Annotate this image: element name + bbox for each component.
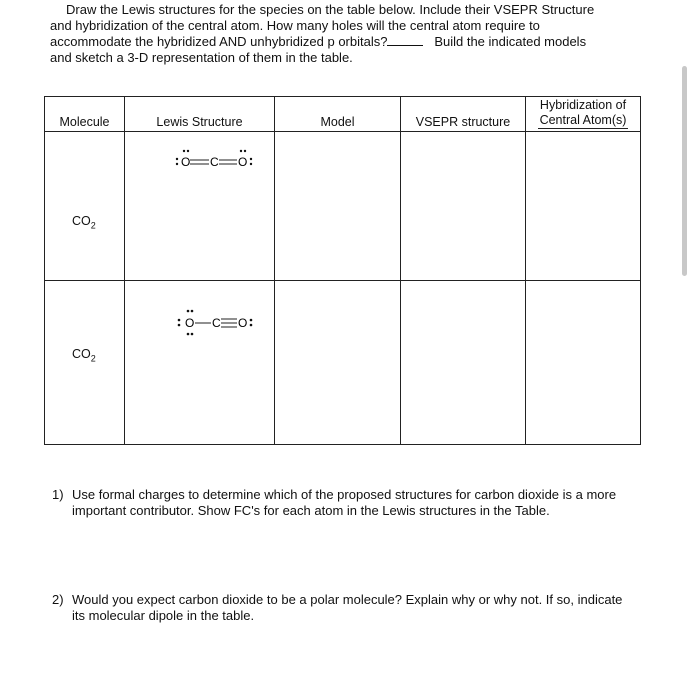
instructions-line-3 <box>50 34 632 50</box>
lone-pair-dot <box>191 333 194 336</box>
header-hybridization <box>526 97 641 132</box>
header-vsepr-structure: VSEPR structure <box>401 97 526 132</box>
header-lewis-structure: Lewis Structure <box>125 97 275 132</box>
lone-pair-dot <box>178 324 181 327</box>
lone-pair-dot <box>176 158 178 160</box>
question-text: Would you expect carbon dioxide to be a polar molecule? Explain why or why not. If so, indicate its molecular dipole in the table. <box>72 592 623 623</box>
question-1 <box>52 487 636 519</box>
table-row <box>45 281 641 445</box>
atom-label: O <box>238 155 248 169</box>
question-number: 2) <box>52 592 64 607</box>
lone-pair-dot <box>250 324 253 327</box>
lone-pair-dot <box>187 333 190 336</box>
instructions-line-1: Draw the Lewis structures for the species on the table below. Include their VSEPR Structure <box>66 2 595 17</box>
lone-pair-dot <box>250 319 253 322</box>
lone-pair-dot <box>187 310 190 313</box>
lone-pair-dot <box>244 150 246 152</box>
lone-pair-dot <box>183 150 185 152</box>
header-hybridization-line-2: Central Atom(s) <box>539 113 627 127</box>
molecule-label: $CO_2$ <box>72 347 96 364</box>
instructions-line-3-part-a: accommodate the hybridized AND unhybridized p orbitals? <box>50 34 388 49</box>
molecule-label: $CO_2$ <box>72 214 96 231</box>
instructions-line-3-part-b: Build the indicated models <box>434 34 587 49</box>
lone-pair-dot <box>250 163 252 165</box>
lone-pair-dot <box>178 319 181 322</box>
species-table <box>44 96 641 445</box>
hybridization-cell[interactable] <box>526 132 641 281</box>
lone-pair-dot <box>250 158 252 160</box>
question-2 <box>52 592 636 624</box>
molecule-cell <box>45 132 125 281</box>
question-text: Use formal charges to determine which of the proposed structures for carbon dioxide is a more important contributor. Show FC's for each atom in the Lewis structures in the Table. <box>72 487 617 518</box>
instructions-paragraph <box>50 2 632 66</box>
atom-label: C <box>210 155 219 169</box>
header-molecule: Molecule <box>45 97 125 132</box>
model-cell[interactable] <box>275 281 401 445</box>
lewis-structure-cell[interactable] <box>125 281 275 445</box>
atom-label: O <box>185 316 195 330</box>
vertical-scrollbar[interactable] <box>682 66 687 276</box>
instructions-line-4: and sketch a 3-D representation of them in the table. <box>50 50 353 65</box>
model-cell[interactable] <box>275 132 401 281</box>
lewis-structure-drawing <box>175 307 255 337</box>
lone-pair-dot <box>187 150 189 152</box>
header-hybridization-line-1: Hybridization of <box>539 98 627 112</box>
atom-label: C <box>212 316 221 330</box>
lewis-structure-drawing <box>175 146 255 176</box>
instructions-line-2: and hybridization of the central atom. How many holes will the central atom require to <box>50 18 540 33</box>
lewis-structure-cell[interactable] <box>125 132 275 281</box>
atom-label: O <box>181 155 191 169</box>
atom-label: O <box>238 316 248 330</box>
table-row <box>45 132 641 281</box>
question-number: 1) <box>52 487 64 502</box>
table-header-row <box>45 97 641 132</box>
vsepr-cell[interactable] <box>401 132 526 281</box>
answer-blank[interactable] <box>387 34 423 46</box>
header-model: Model <box>275 97 401 132</box>
hybridization-cell[interactable] <box>526 281 641 445</box>
lone-pair-dot <box>176 163 178 165</box>
lone-pair-dot <box>191 310 194 313</box>
vsepr-cell[interactable] <box>401 281 526 445</box>
lone-pair-dot <box>240 150 242 152</box>
molecule-cell <box>45 281 125 445</box>
